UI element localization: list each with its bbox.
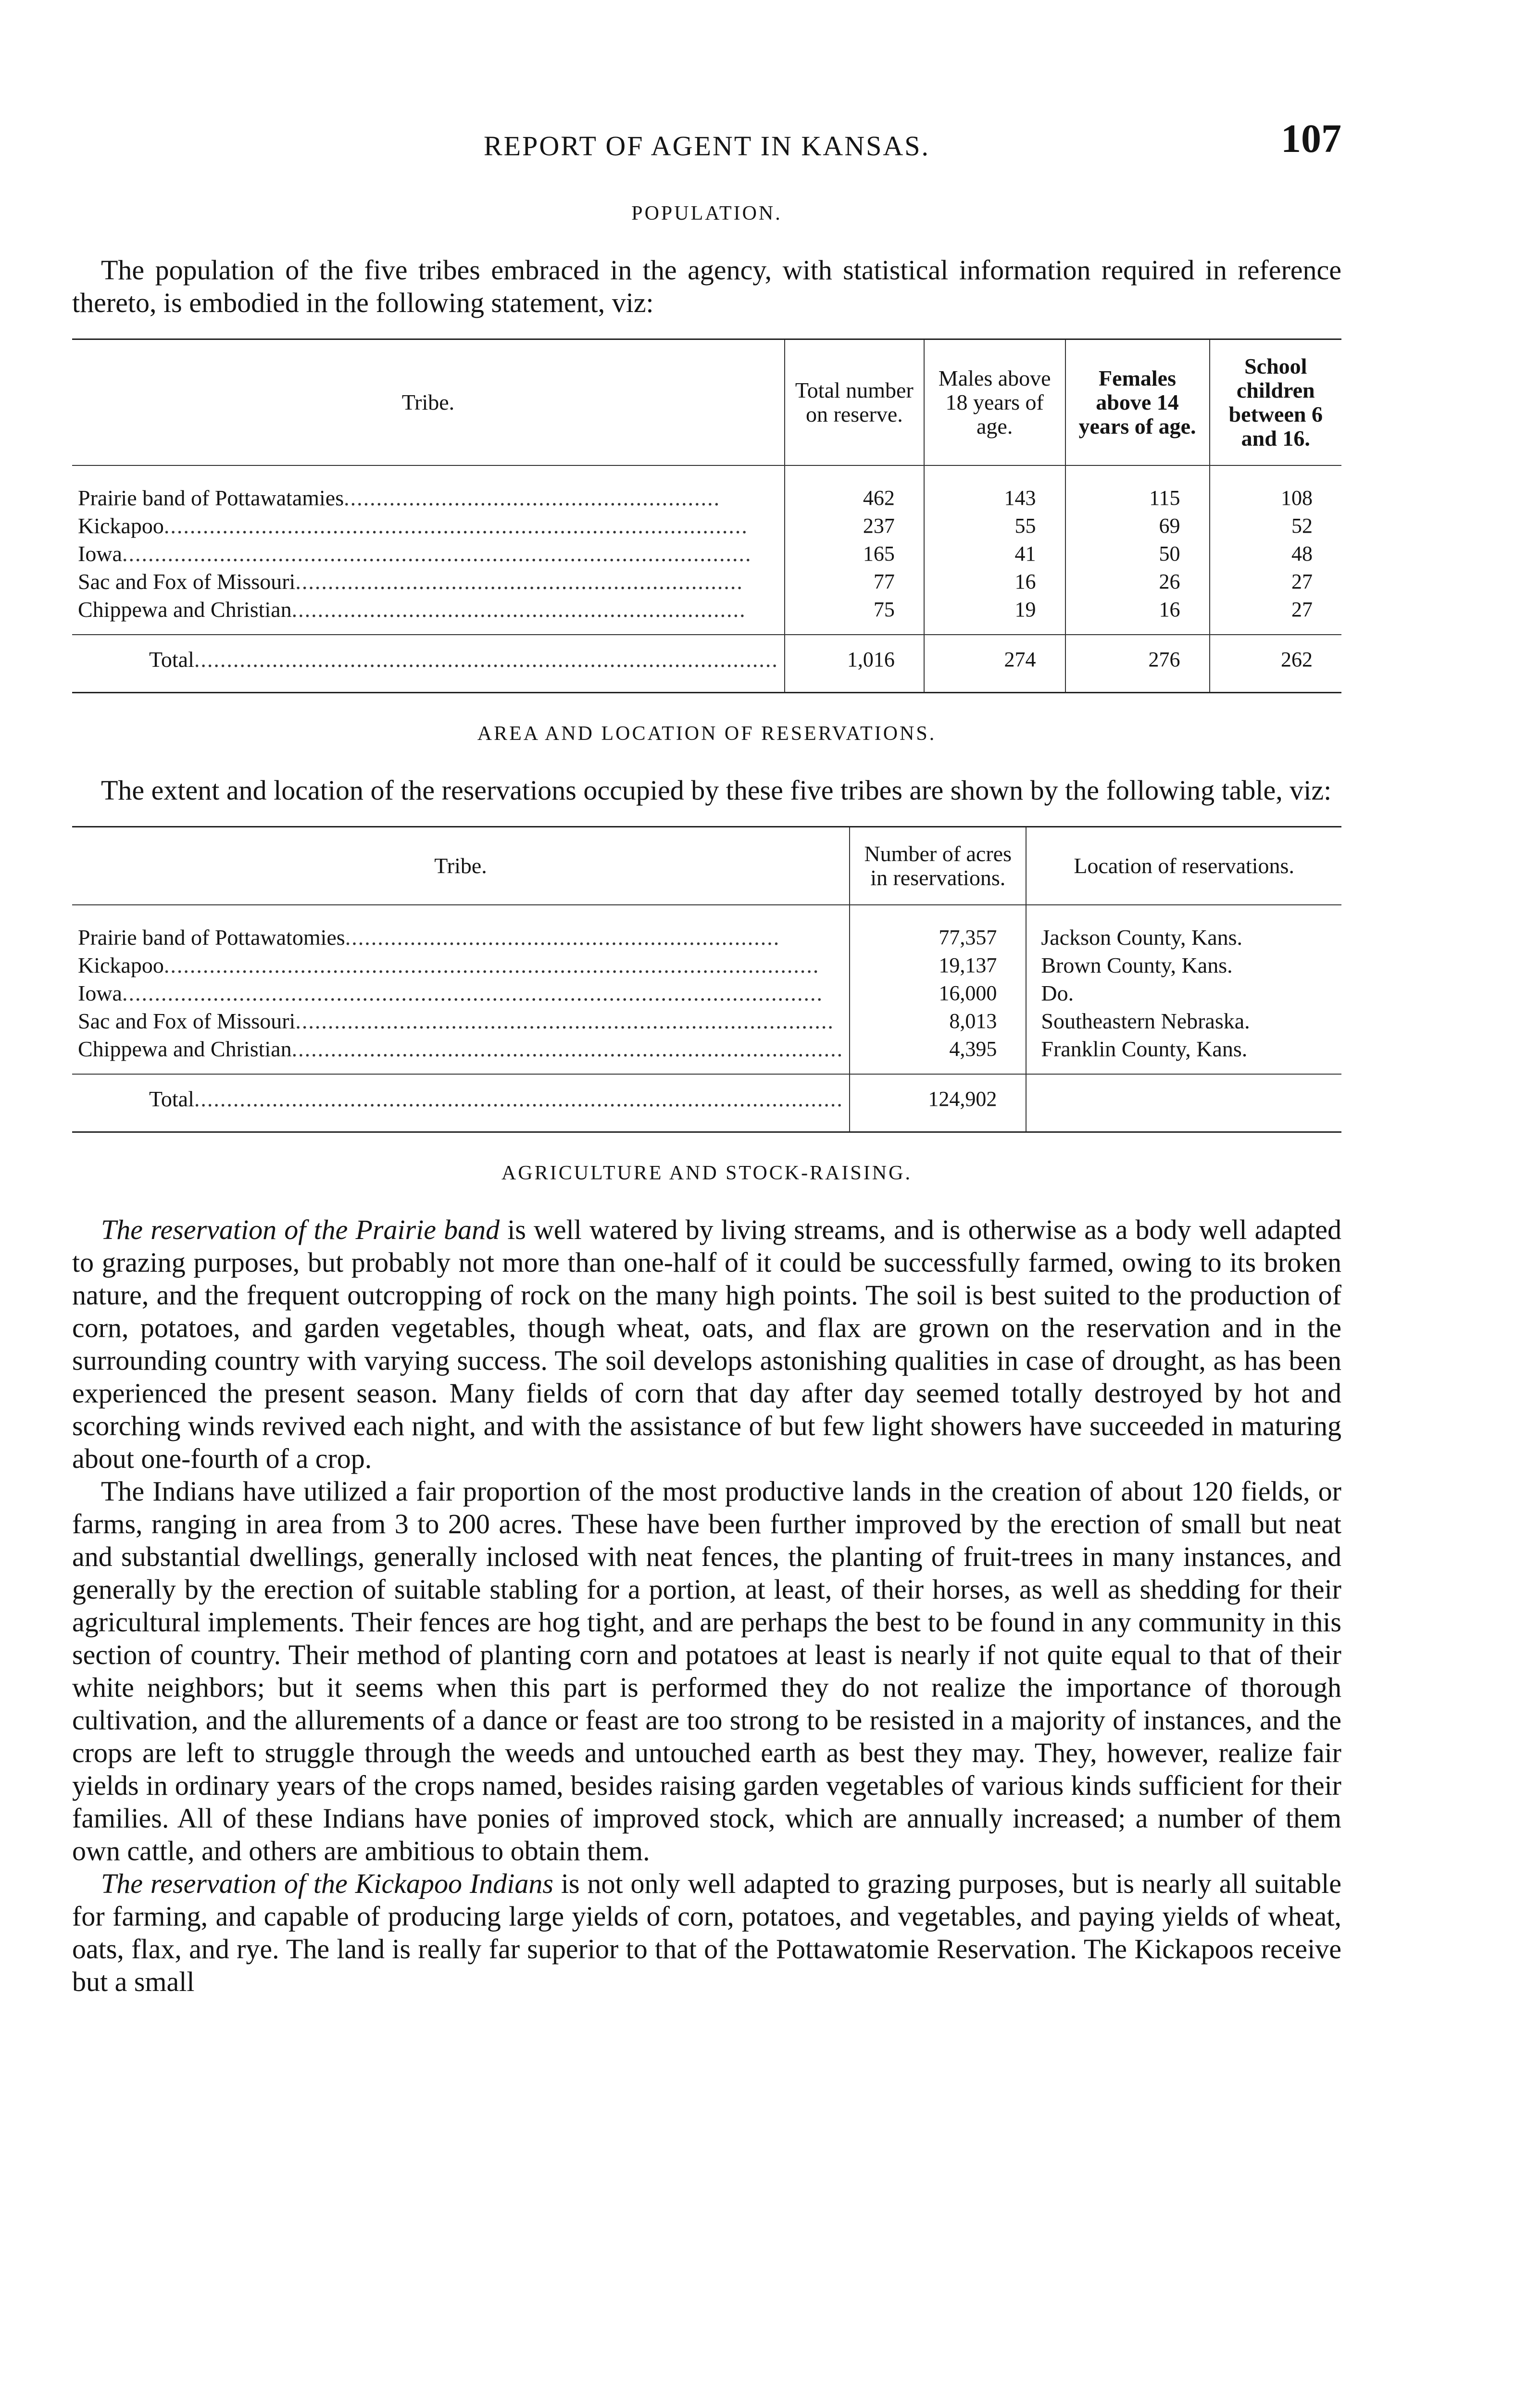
tribe-name: Prairie band of Pottawatamies xyxy=(78,486,344,510)
paragraph-text: The Indians have utilized a fair proportion of the most productive lands in the creation of about 120 fields, or farms, ranging in area from 3 to 200 acres. These have been further improved by the erection of small but neat and substantial dwellings, generally inclosed with neat fences, the planting of fruit-trees in many instances, and generally by the erection of suitable stabling for a portion, at least, of their horses, as well as shedding for their agricultural implements. Their fences are hog tight, and are perhaps the best to be found in any community in this section of country. Their method of planting corn and potatoes at least is nearly if not quite equal to that of their white neighbors; but it seems when this part is performed they do not realize the importance of thorough cultivation, and the allurements of a dance or feast are too strong to be resisted in a majority of instances, and the crops are left to struggle through the weeds and untouched earth as best they may. They, however, realize fair yields in ordinary years of the crops named, besides raising garden vegetables of various kinds sufficient for their families. All of these Indians have ponies of improved stock, which are annually increased; a number of them own cattle, and others are ambitious to obtain them. xyxy=(72,1476,1341,1866)
table-row: Prairie band of Pottawatamies.......................................................... 462 143 115 108 xyxy=(72,465,1341,512)
total-total: 1,016 xyxy=(785,635,924,693)
table-row: Iowa............................................................................................................ 16,000 Do. xyxy=(72,979,1341,1007)
area-header-row xyxy=(72,827,1341,905)
tribe-name: Prairie band of Pottawatomies xyxy=(78,925,345,950)
paragraph-kickapoo xyxy=(72,1867,1341,1998)
location-value: Jackson County, Kans. xyxy=(1026,905,1341,952)
total-value: 165 xyxy=(785,540,924,568)
col-header-tribe: Tribe. xyxy=(72,339,785,466)
females-value: 16 xyxy=(1065,596,1210,635)
tribe-name: Iowa xyxy=(78,541,122,566)
children-value: 27 xyxy=(1210,596,1342,635)
col-header-total: Total number on reserve. xyxy=(785,339,924,466)
population-intro-text: The population of the five tribes embraced in the agency, with statistical information required in reference thereto, is embodied in the following statement, viz: xyxy=(72,254,1341,318)
table-row: Iowa................................................................................................. 165 41 50 48 xyxy=(72,540,1341,568)
acres-value: 4,395 xyxy=(850,1035,1026,1074)
area-heading: AREA AND LOCATION OF RESERVATIONS. xyxy=(477,723,937,745)
table-row: Chippewa and Christian...................................................................... 75 19 16 27 xyxy=(72,596,1341,635)
population-total-row: Total.......................................................................................... 1,016 274 276 262 xyxy=(72,635,1341,693)
children-value: 48 xyxy=(1210,540,1342,568)
col-header-males: Males above 18 years of age. xyxy=(924,339,1065,466)
col-header-acres: Number of acres in reservations. xyxy=(850,827,1026,905)
col-header-females: Females above 14 years of age. xyxy=(1065,339,1210,466)
total-value: 77 xyxy=(785,568,924,596)
children-value: 27 xyxy=(1210,568,1342,596)
agriculture-heading: AGRICULTURE AND STOCK-RAISING. xyxy=(501,1162,912,1184)
population-intro xyxy=(72,254,1341,319)
page-title: REPORT OF AGENT IN KANSAS. xyxy=(483,130,930,162)
males-value: 19 xyxy=(924,596,1065,635)
italic-lead: The reservation of the Kickapoo Indians xyxy=(101,1868,553,1899)
tribe-name: Kickapoo xyxy=(78,513,164,538)
males-value: 55 xyxy=(924,512,1065,540)
acres-value: 77,357 xyxy=(850,905,1026,952)
tribe-name: Chippewa and Christian xyxy=(78,597,292,622)
total-females: 276 xyxy=(1065,635,1210,693)
location-value: Do. xyxy=(1026,979,1341,1007)
population-heading: POPULATION. xyxy=(631,202,782,225)
females-value: 50 xyxy=(1065,540,1210,568)
total-males: 274 xyxy=(924,635,1065,693)
females-value: 26 xyxy=(1065,568,1210,596)
area-total-row: Total.................................................................................................... 124,902 xyxy=(72,1074,1341,1132)
location-value: Southeastern Nebraska. xyxy=(1026,1007,1341,1035)
location-value: Franklin County, Kans. xyxy=(1026,1035,1341,1074)
table-row: Chippewa and Christian..................................................................................... 4,395 Franklin County, Kans. xyxy=(72,1035,1341,1074)
paragraph-indian-farms xyxy=(72,1475,1341,1867)
tribe-name: Sac and Fox of Missouri xyxy=(78,569,296,594)
col-header-location: Location of reservations. xyxy=(1026,827,1341,905)
table-row: Sac and Fox of Missouri................................................................................... 8,013 Southeastern Nebraska. xyxy=(72,1007,1341,1035)
total-value: 75 xyxy=(785,596,924,635)
table-row: Sac and Fox of Missouri..................................................................... 77 16 26 27 xyxy=(72,568,1341,596)
acres-value: 19,137 xyxy=(850,952,1026,979)
col-header-children: School children between 6 and 16. xyxy=(1210,339,1342,466)
tribe-name: Chippewa and Christian xyxy=(78,1037,292,1061)
paragraph-prairie-band xyxy=(72,1214,1341,1475)
total-acres: 124,902 xyxy=(850,1074,1026,1132)
total-value: 237 xyxy=(785,512,924,540)
page-number: 107 xyxy=(1281,116,1341,161)
acres-value: 16,000 xyxy=(850,979,1026,1007)
table-row: Kickapoo..................................................................................................... 19,137 Brown County, Kans. xyxy=(72,952,1341,979)
tribe-name: Iowa xyxy=(78,981,122,1005)
location-value: Brown County, Kans. xyxy=(1026,952,1341,979)
males-value: 143 xyxy=(924,465,1065,512)
running-head xyxy=(72,111,1341,173)
females-value: 115 xyxy=(1065,465,1210,512)
area-intro xyxy=(72,774,1341,807)
tribe-name: Sac and Fox of Missouri xyxy=(78,1009,296,1033)
agriculture-body xyxy=(72,1214,1341,1998)
col-header-tribe: Tribe. xyxy=(72,827,850,905)
total-label: Total xyxy=(149,1087,194,1111)
total-label: Total xyxy=(149,647,194,672)
males-value: 41 xyxy=(924,540,1065,568)
females-value: 69 xyxy=(1065,512,1210,540)
tribe-name: Kickapoo xyxy=(78,953,164,977)
acres-value: 8,013 xyxy=(850,1007,1026,1035)
table-row: Kickapoo.......................................................................................... 237 55 69 52 xyxy=(72,512,1341,540)
children-value: 108 xyxy=(1210,465,1342,512)
total-value: 462 xyxy=(785,465,924,512)
page xyxy=(72,111,1341,1998)
total-children: 262 xyxy=(1210,635,1342,693)
paragraph-text: is well watered by living streams, and is otherwise as a body well adapted to grazing purposes, but probably not more than one-half of it could be successfully farmed, owing to its broken nature, and the frequent outcropping of rock on the many high points. The soil is best suited to the production of corn, potatoes, and garden vegetables, though wheat, oats, and flax are grown on the reservation and in the surrounding country with varying success. The soil develops astonishing qualities in case of drought, as has been experienced the present season. Many fields of corn that day after day seemed totally destroyed by hot and scorching winds revived each night, and with the assistance of but few light showers have succeeded in maturing about one-fourth of a crop. xyxy=(72,1214,1341,1474)
area-intro-text: The extent and location of the reservations occupied by these five tribes are shown by the following table, viz: xyxy=(101,775,1332,806)
area-table xyxy=(72,826,1341,1133)
population-table xyxy=(72,338,1341,693)
population-header-row xyxy=(72,339,1341,466)
males-value: 16 xyxy=(924,568,1065,596)
children-value: 52 xyxy=(1210,512,1342,540)
italic-lead: The reservation of the Prairie band xyxy=(101,1214,500,1245)
table-row: Prairie band of Pottawatomies................................................................... 77,357 Jackson County, Kans. xyxy=(72,905,1341,952)
paragraph-text: is not only well adapted to grazing purposes, but is nearly all suitable for farming, and capable of producing large yields of corn, potatoes, and vegetables, and paying yields of wheat, oats, flax, and rye. The land is really far superior to that of the Pottawatomie Reservation. The Kickapoos receive but a small xyxy=(72,1868,1342,1997)
